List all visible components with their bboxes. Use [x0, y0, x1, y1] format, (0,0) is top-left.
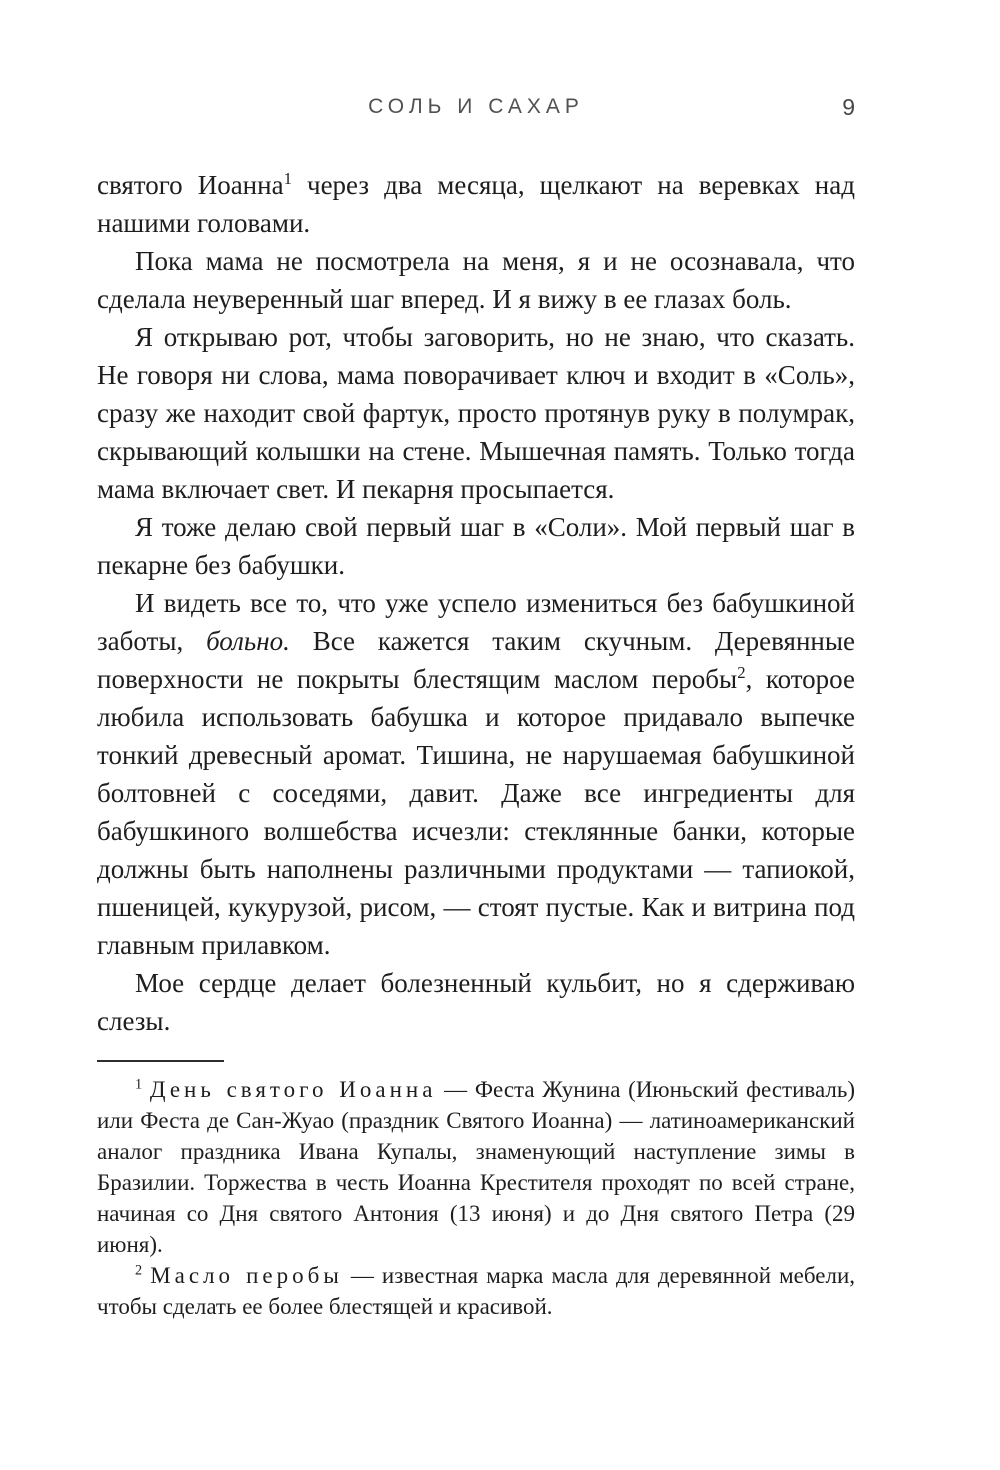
page-number: 9 — [842, 94, 855, 120]
footnote-ref-2: 2 — [737, 663, 746, 682]
text-segment: , которое любила использовать бабушка и которое придавало выпечке тонкий древесный аромат. Тишина, не нарушаемая бабушкиной болтовней с соседями, давит. Даже все ингредиенты для бабушкиного волшебства исчезли: стеклянные банки, которые должны быть наполнены различными продуктами — тапиокой, пшеницей, кукурузой, рисом, — стоят пустые. Как и витрина под главным прилавком. — [97, 664, 855, 960]
paragraph — [97, 584, 855, 964]
footnote-marker: 1 — [135, 1076, 143, 1093]
paragraph — [97, 508, 855, 584]
body-text — [97, 166, 855, 1040]
text-segment: Пока мама не посмотрела на меня, я и не осознавала, что сделала неуверенный шаг вперед. И я вижу в ее глазах боль. — [97, 246, 855, 314]
paragraph — [97, 166, 855, 242]
text-segment: И видеть все то, что уже успело измениться без бабушкиной заботы, — [97, 588, 855, 656]
paragraph — [97, 242, 855, 318]
text-segment: через два месяца, щелкают на веревках над нашими головами. — [97, 170, 855, 238]
text-segment: Я тоже делаю свой первый шаг в «Соли». Мой первый шаг в пекарне без бабушки. — [97, 512, 855, 580]
footnote-text: — известная марка масла для деревянной мебели, чтобы сделать ее более блестящей и красивой. — [97, 1263, 856, 1319]
footnote-ref-1: 1 — [283, 169, 292, 188]
page-content — [97, 92, 855, 1322]
emphasized-text: больно. — [206, 626, 290, 656]
text-segment: Все кажется таким скучным. Деревянные поверхности не покрыты блестящим маслом перобы — [97, 626, 855, 694]
paragraph — [97, 318, 855, 508]
footnote-separator — [97, 1060, 224, 1062]
page-title: СОЛЬ И САХАР — [368, 95, 584, 118]
footnote-term: Масло перобы — [150, 1263, 343, 1288]
text-segment: Мое сердце делает болезненный кульбит, но я сдерживаю слезы. — [97, 968, 855, 1036]
running-header — [97, 92, 855, 122]
paragraph — [97, 964, 855, 1040]
footnote-1 — [97, 1074, 855, 1260]
text-segment: святого Иоанна — [97, 170, 284, 200]
footnotes — [97, 1074, 855, 1322]
footnote-2 — [97, 1260, 855, 1322]
text-segment: Я открываю рот, чтобы заговорить, но не знаю, что сказать. Не говоря ни слова, мама поворачивает ключ и входит в «Соль», сразу же находит свой фартук, просто протянув руку в полумрак, скрывающий колышки на стене. Мышечная память. Только тогда мама включает свет. И пекарня просыпается. — [97, 322, 855, 504]
footnote-marker: 2 — [135, 1262, 143, 1279]
footnote-term: День святого Иоанна — [149, 1077, 437, 1102]
footnote-text: — Феста Жунина (Июньский фестиваль) или Феста де Сан-Жуао (праздник Святого Иоанна) — латиноамериканский аналог праздника Ивана Купалы, знаменующий наступление зимы в Бразилии. Торжества в честь Иоанна Крестителя проходят по всей стране, начиная со Дня святого Антония (13 июня) и до Дня святого Петра (29 июня). — [97, 1077, 855, 1257]
